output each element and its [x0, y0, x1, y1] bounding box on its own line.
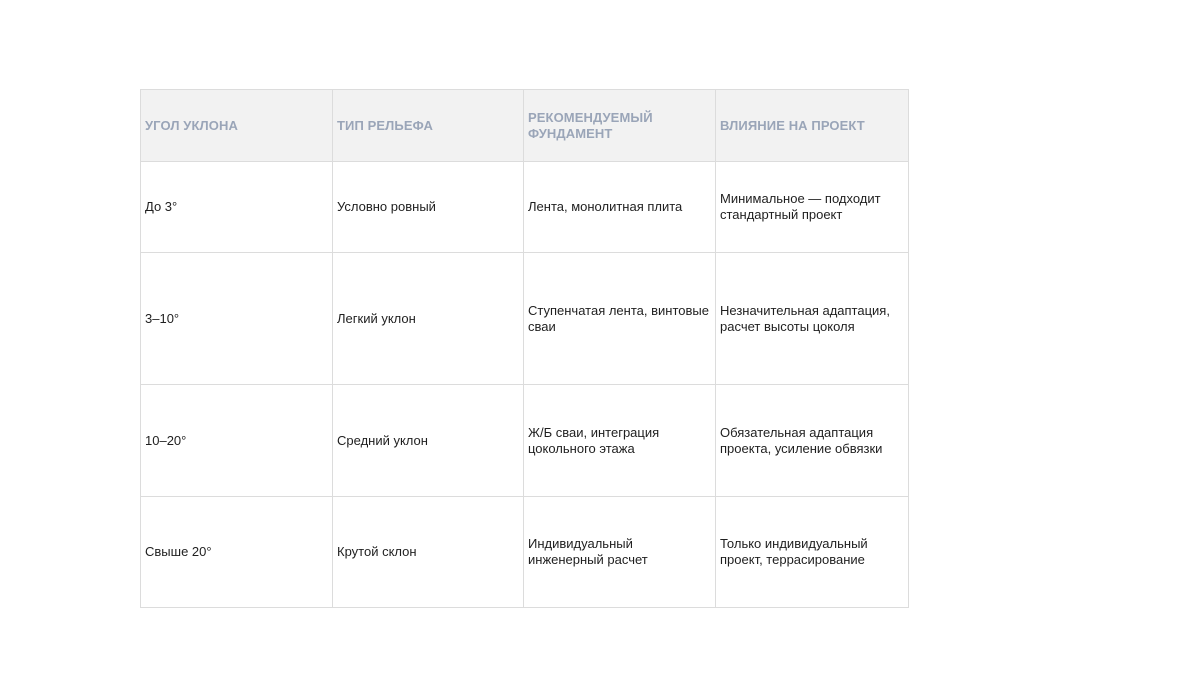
- cell-recommended-foundation: Лента, монолитная плита: [524, 162, 716, 253]
- table-row: [141, 497, 909, 608]
- cell-slope-angle: До 3°: [141, 162, 333, 253]
- cell-project-impact: Обязательная адаптация проекта, усиление обвязки: [716, 385, 909, 497]
- cell-relief-type: Средний уклон: [333, 385, 524, 497]
- table-header: [141, 90, 909, 162]
- cell-project-impact: Незначительная адаптация, расчет высоты цоколя: [716, 253, 909, 385]
- header-recommended-foundation: РЕКОМЕНДУЕМЫЙ ФУНДАМЕНТ: [524, 90, 716, 162]
- header-row: [141, 90, 909, 162]
- cell-slope-angle: 3–10°: [141, 253, 333, 385]
- cell-slope-angle: Свыше 20°: [141, 497, 333, 608]
- header-project-impact: ВЛИЯНИЕ НА ПРОЕКТ: [716, 90, 909, 162]
- table-row: [141, 385, 909, 497]
- cell-project-impact: Минимальное — подходит стандартный проект: [716, 162, 909, 253]
- cell-recommended-foundation: Ступенчатая лента, винтовые сваи: [524, 253, 716, 385]
- table-body: [141, 162, 909, 608]
- cell-slope-angle: 10–20°: [141, 385, 333, 497]
- cell-relief-type: Условно ровный: [333, 162, 524, 253]
- cell-relief-type: Легкий уклон: [333, 253, 524, 385]
- table-row: [141, 162, 909, 253]
- header-relief-type: ТИП РЕЛЬЕФА: [333, 90, 524, 162]
- table-row: [141, 253, 909, 385]
- cell-recommended-foundation: Индивидуальный инженерный расчет: [524, 497, 716, 608]
- cell-project-impact: Только индивидуальный проект, террасирование: [716, 497, 909, 608]
- cell-recommended-foundation: Ж/Б сваи, интеграция цокольного этажа: [524, 385, 716, 497]
- slope-foundation-table: [140, 89, 909, 608]
- header-slope-angle: УГОЛ УКЛОНА: [141, 90, 333, 162]
- cell-relief-type: Крутой склон: [333, 497, 524, 608]
